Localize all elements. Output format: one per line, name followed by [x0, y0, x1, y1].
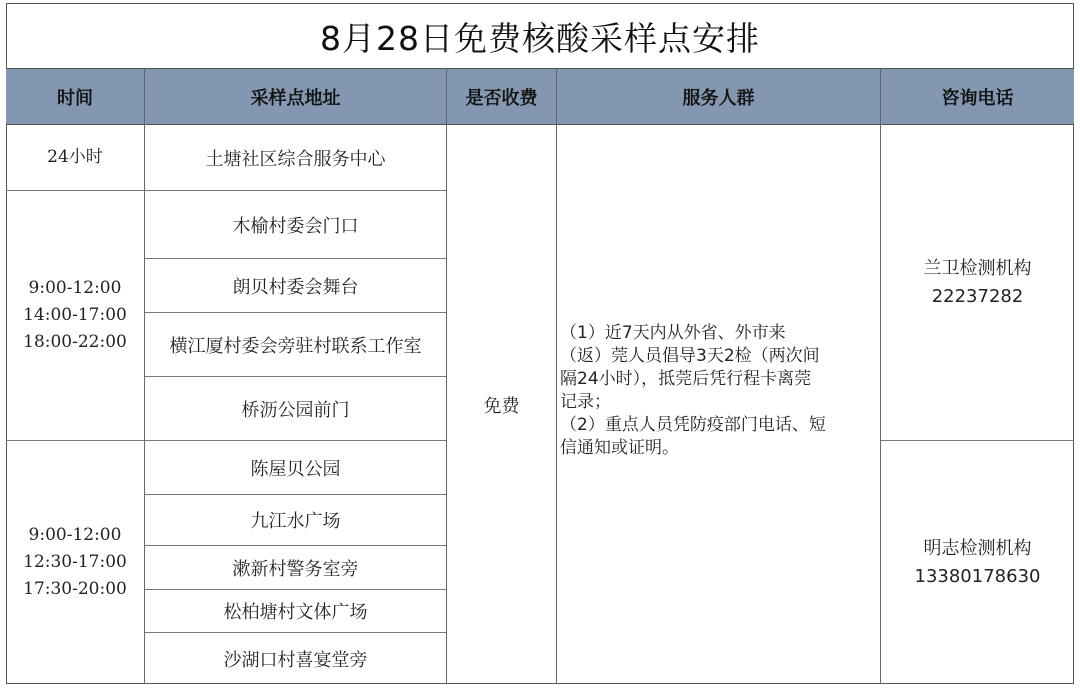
service-line: 隔24小时），抵莞后凭行程卡离莞	[560, 369, 812, 389]
contact-cell-1	[881, 125, 1074, 440]
site-address: 桥沥公园前门	[241, 399, 350, 421]
time-cell-group-3	[6, 441, 144, 684]
site-address: 木榆村委会门口	[232, 215, 359, 237]
header-time: 时间	[57, 87, 93, 109]
divider	[556, 69, 557, 684]
site-address: 横江厦村委会旁驻村联系工作室	[169, 335, 422, 357]
service-line: （1）近7天内从外省、外市来	[560, 323, 786, 343]
time-line: 24小时	[47, 147, 103, 167]
header-phone: 咨询电话	[941, 87, 1014, 109]
site-address: 沙湖口村喜宴堂旁	[223, 649, 368, 671]
service-line: （2）重点人员凭防疫部门电话、短	[560, 415, 826, 435]
time-line: 17:30-20:00	[23, 579, 127, 599]
contact-org: 明志检测机构	[923, 537, 1032, 559]
divider	[6, 68, 1074, 69]
service-description	[560, 322, 878, 460]
site-address: 松柏塘村文体广场	[223, 602, 368, 623]
time-line: 18:00-22:00	[23, 332, 127, 352]
service-line: 信通知或证明。	[560, 438, 679, 458]
fee-cell: 免费	[483, 395, 520, 417]
time-line: 14:00-17:00	[23, 305, 127, 325]
contact-cell-2	[881, 441, 1074, 684]
time-line: 12:30-17:00	[23, 552, 127, 572]
site-address: 土塘社区综合服务中心	[205, 148, 386, 170]
header-fee: 是否收费	[465, 87, 538, 109]
contact-phone: 22237282	[931, 285, 1024, 307]
page-title: 8月28日免费核酸采样点安排	[320, 18, 760, 58]
contact-phone: 13380178630	[914, 565, 1041, 587]
header-service: 服务人群	[682, 87, 755, 109]
time-line: 9:00-12:00	[28, 278, 122, 298]
time-cell-24h	[6, 125, 144, 190]
service-line: 记录；	[560, 392, 611, 412]
time-line: 9:00-12:00	[28, 525, 122, 545]
site-address: 陈屋贝公园	[250, 458, 341, 480]
contact-org: 兰卫检测机构	[923, 257, 1032, 279]
site-address: 漱新村警务室旁	[232, 558, 359, 580]
service-line: （返）莞人员倡导3天2检（两次间	[560, 346, 820, 366]
site-address: 朗贝村委会舞台	[232, 276, 359, 298]
site-address: 九江水广场	[250, 511, 341, 532]
header-address: 采样点地址	[250, 87, 341, 109]
time-cell-group-2	[6, 191, 144, 440]
